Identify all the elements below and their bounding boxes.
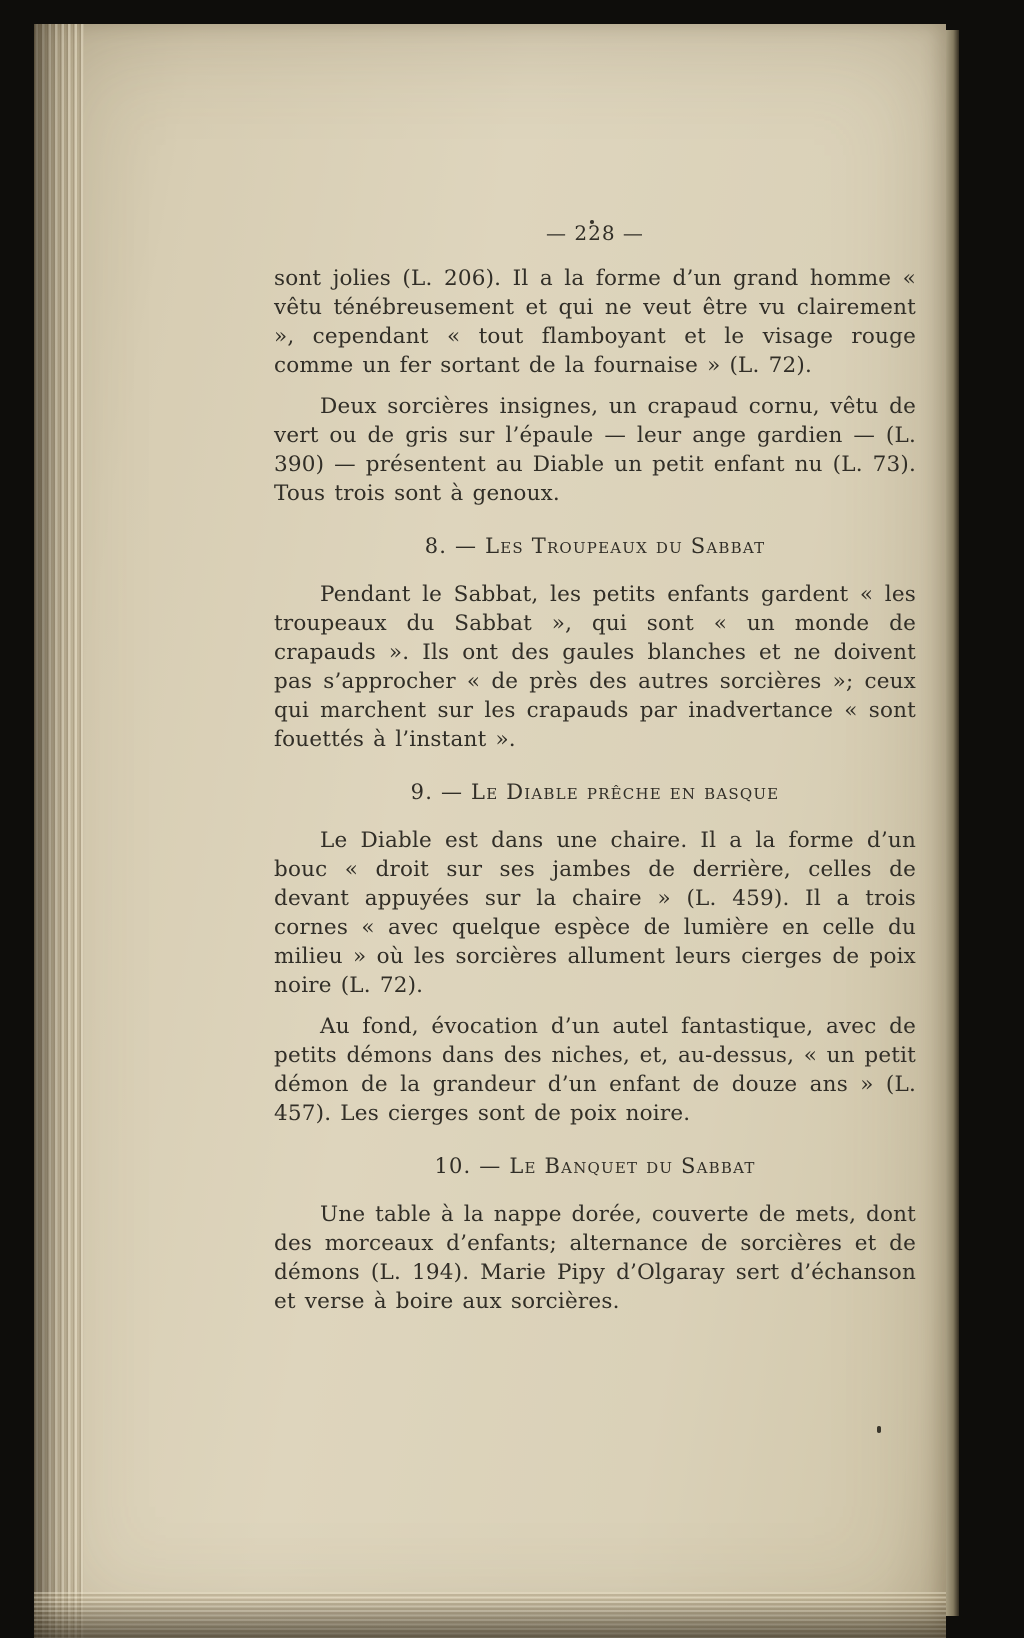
paragraph: Pendant le Sabbat, les petits enfants gardent « les troupeaux du Sabbat », qui sont « un monde de crapauds ». Ils ont des gaules blanches et ne doivent pas s’approcher « de près des autres sorcières »; ceux qui marchent sur les crapauds par inadvertance « sont fouettés à l’instant ». — [274, 582, 916, 752]
paragraph: Au fond, évocation d’un autel fantastique, avec de petits démons dans des niches, et, au-dessus, « un petit démon de la grandeur d’un enfant de douze ans » (L. 457). Les cierges sont de poix noire. — [274, 1014, 916, 1126]
paragraph: sont jolies (L. 206). Il a la forme d’un grand homme « vêtu ténébreusement et qui ne veut être vu clairement », cependant « tout flamboyant et le visage rouge comme un fer sortant de la fournaise » (L. 72). — [274, 266, 916, 378]
text-block — [274, 220, 916, 1328]
bottom-page-edges — [34, 1592, 946, 1638]
paragraph: Deux sorcières insignes, un crapaud cornu, vêtu de vert ou de gris sur l’épaule — leur ange gardien — (L. 390) — présentent au Diable un petit enfant nu (L. 73). Tous trois sont à genoux. — [274, 394, 916, 506]
adjacent-page-edge — [946, 30, 959, 1616]
section-heading: 9. — Le Diable prêche en basque — [410, 780, 780, 804]
section-heading: 10. — Le Banquet du Sabbat — [434, 1154, 756, 1178]
paragraph: Le Diable est dans une chaire. Il a la forme d’un bouc « droit sur ses jambes de derrière, celles de devant appuyées sur la chaire » (L. 459). Il a trois cornes « avec quelque espèce de lumière en celle du milieu » où les sorcières allument leurs cierges de poix noire (L. 72). — [274, 828, 916, 998]
paragraph: Une table à la nappe dorée, couverte de mets, dont des morceaux d’enfants; alternance de sorcières et de démons (L. 194). Marie Pipy d’Olgaray sert d’échanson et verse à boire aux sorcières. — [274, 1202, 916, 1314]
binding-page-edges — [34, 24, 84, 1638]
page-number: — 228 — — [546, 221, 644, 245]
ink-speck — [877, 1426, 881, 1433]
book-page — [34, 24, 946, 1638]
section-heading: 8. — Les Troupeaux du Sabbat — [424, 534, 766, 558]
